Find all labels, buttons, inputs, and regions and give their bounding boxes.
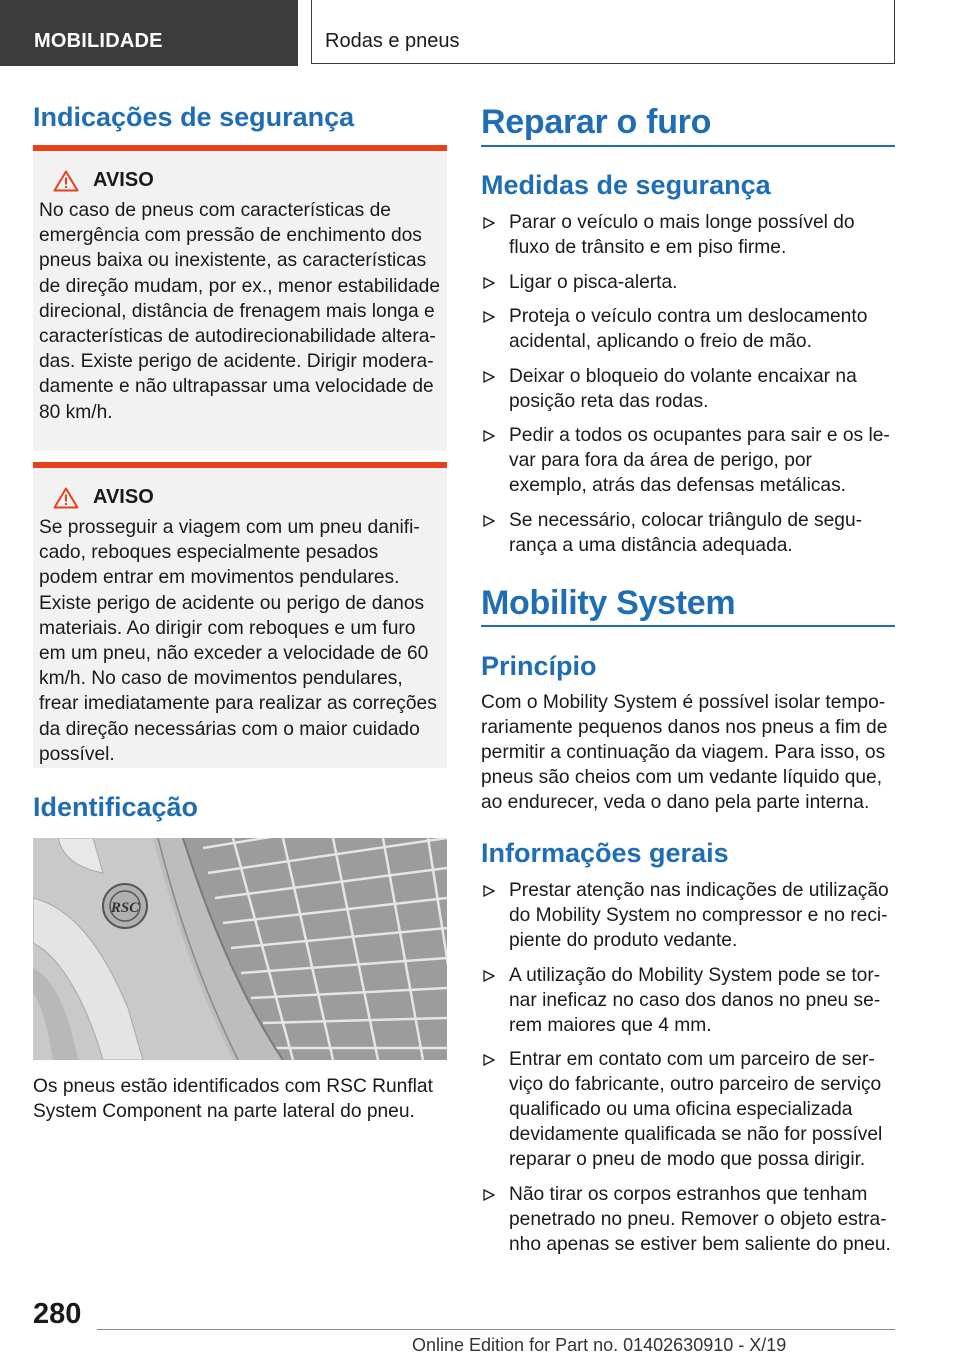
- list-item: Entrar em contato com um parceiro de serviço do fabricante, outro parceiro de serviço qualificado ou uma oficina especializada devidamente qualificada se não for possível reparar o pneu de modo que possa dirigir.: [481, 1047, 895, 1172]
- triangle-bullet-icon: [483, 1189, 495, 1201]
- general-info-list: [481, 878, 895, 1266]
- warning-box-1: [33, 145, 447, 451]
- triangle-bullet-icon: [483, 311, 495, 323]
- warning-label: AVISO: [93, 486, 154, 508]
- measures-heading: Medidas de segurança: [481, 170, 771, 200]
- warning-triangle-icon: [53, 487, 79, 509]
- heading-rule: [481, 625, 895, 627]
- list-item: A utilização do Mobility System pode se tornar ineficaz no caso dos danos no pneu serem maiores que 4 mm.: [481, 963, 895, 1038]
- footer-rule: [97, 1329, 895, 1330]
- list-item: Se necessário, colocar triângulo de segurança a uma distância adequada.: [481, 508, 895, 558]
- triangle-bullet-icon: [483, 970, 495, 982]
- page-header: [0, 0, 960, 66]
- warning-box-2: [33, 462, 447, 768]
- principle-heading: Princípio: [481, 651, 597, 681]
- measures-list: [481, 210, 895, 567]
- warning-triangle-icon: [53, 170, 79, 192]
- safety-heading: Indicações de segurança: [33, 102, 355, 132]
- triangle-bullet-icon: [483, 1054, 495, 1066]
- mobility-heading: Mobility System: [481, 584, 736, 622]
- general-info-heading: Informações gerais: [481, 838, 729, 868]
- section-label: MOBILIDADE: [34, 30, 163, 52]
- rsc-logo-icon: [103, 884, 147, 928]
- identification-heading: Identificação: [33, 792, 199, 822]
- triangle-bullet-icon: [483, 277, 495, 289]
- identification-caption: Os pneus estão identificados com RSC Runflat System Component na parte lateral do pneu.: [33, 1076, 433, 1122]
- triangle-bullet-icon: [483, 371, 495, 383]
- triangle-bullet-icon: [483, 885, 495, 897]
- rsc-logo-text: RSC: [110, 900, 140, 916]
- triangle-bullet-icon: [483, 430, 495, 442]
- chapter-label: Rodas e pneus: [325, 30, 460, 52]
- list-item: Parar o veículo o mais longe possível do fluxo de trânsito e em piso firme.: [481, 210, 895, 260]
- list-item: Prestar atenção nas indicações de utilização do Mobility System no compressor e no recipiente do produto vedante.: [481, 878, 895, 953]
- warning-label: AVISO: [93, 169, 154, 191]
- page-number: 280: [33, 1298, 82, 1330]
- list-item: Pedir a todos os ocupantes para sair e os levar para fora da área de perigo, por exemplo, atrás das defensas metálicas.: [481, 423, 895, 498]
- triangle-bullet-icon: [483, 217, 495, 229]
- warning-text: Se prosseguir a viagem com um pneu danificado, reboques especialmente pesados podem entrar em movimentos pendulares. Existe perigo de acidente ou perigo de danos materiais. Ao dirigir com reboques e um furo em um pneu, não exceder a velocidade de 60 km/h. No caso de movimentos pendulares, frear imediatamente para realizar as correções da direção necessárias com o maior cuidado possível.: [39, 517, 437, 765]
- list-item: Deixar o bloqueio do volante encaixar na posição reta das rodas.: [481, 364, 895, 414]
- repair-heading: Reparar o furo: [481, 103, 712, 141]
- list-item: Proteja o veículo contra um deslocamento acidental, aplicando o freio de mão.: [481, 304, 895, 354]
- edition-note: Online Edition for Part no. 01402630910 - X/19: [412, 1335, 787, 1355]
- list-item: Ligar o pisca-alerta.: [481, 270, 895, 295]
- triangle-bullet-icon: [483, 515, 495, 527]
- tire-drawing: [33, 838, 447, 1060]
- principle-text: Com o Mobility System é possível isolar temporariamente pequenos danos nos pneus a fim de permitir a continuação da viagem. Para isso, os pneus são cheios com um vedante líquido que, ao endurecer, veda o dano pela parte interna.: [481, 692, 888, 813]
- heading-rule: [481, 145, 895, 147]
- warning-text: No caso de pneus com características de emergência com pressão de enchimento dos pneus baixa ou inexistente, as características de direção mudam, por ex., menor estabilidade direcional, distância de frenagem mais longa e características de autodirecionabilidade alteradas. Existe perigo de acidente. Dirigir moderadamente e não ultrapassar uma velocidade de 80 km/h.: [39, 200, 441, 423]
- tire-illustration: [33, 838, 447, 1060]
- list-item: Não tirar os corpos estranhos que tenham penetrado no pneu. Remover o objeto estranho apenas se estiver bem saliente do pneu.: [481, 1182, 895, 1257]
